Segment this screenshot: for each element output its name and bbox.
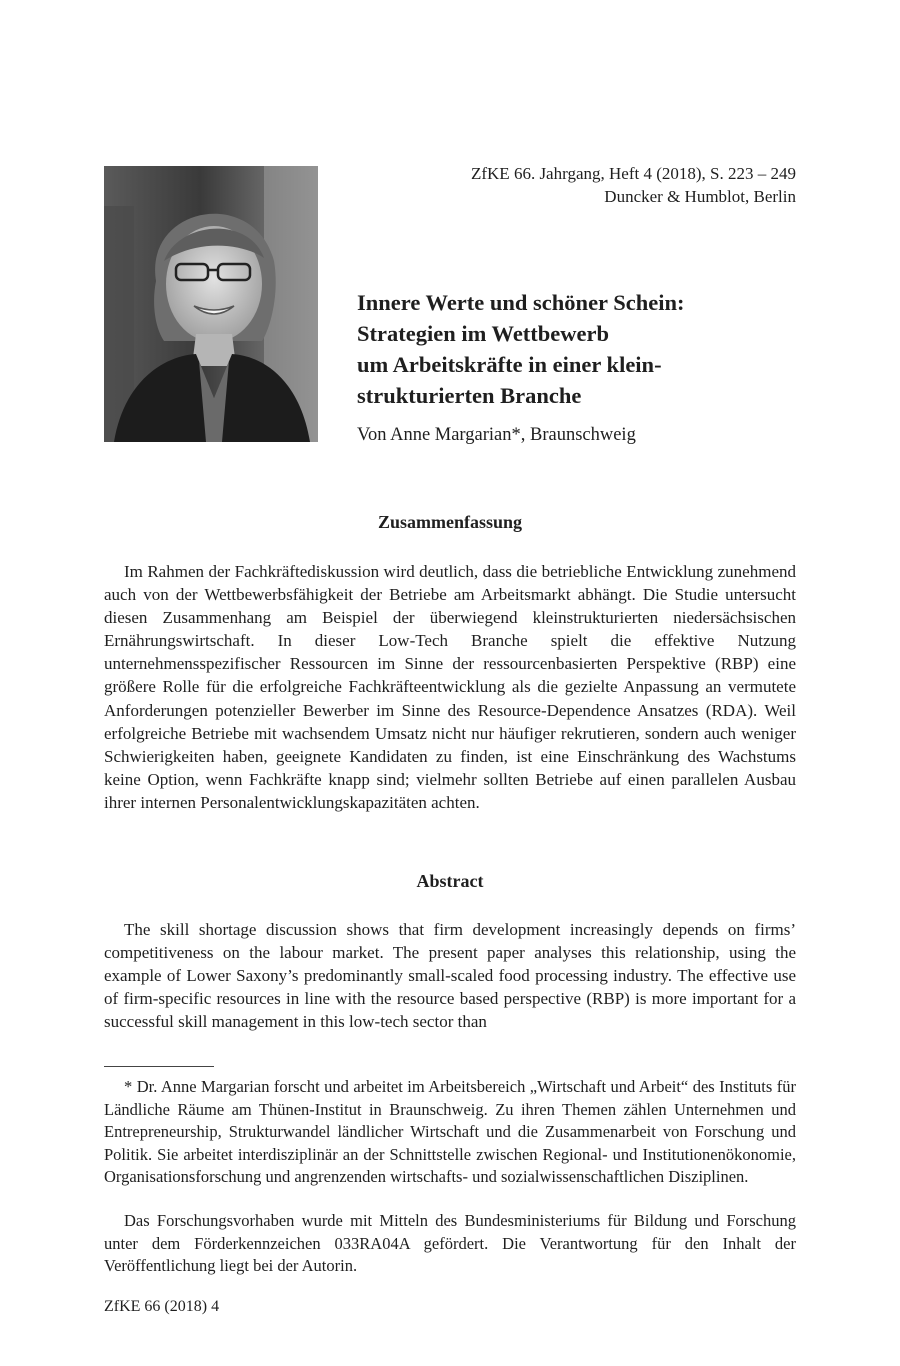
journal-citation: ZfKE 66. Jahrgang, Heft 4 (2018), S. 223 – 249 xyxy=(470,164,796,183)
footnote-funding: Das Forschungsvorhaben wurde mit Mitteln des Bundesministeriums für Bildung und Forschung unter dem Förderkennzeichen 033RA04A gefördert. Die Verantwortung für den Inhalt der Veröffentlichung liegt bei der Autorin. xyxy=(104,1211,796,1276)
abstract-text: The skill shortage discussion shows that firm development increasingly depends on firms’ competitiveness on the labour market. The present paper analyses this relationship, using the example of Lower Saxony’s predominantly small-scaled food processing industry. The effective use of firm-specific resources in line with the resource based perspective (RBP) is more important for a successful skill management in this low-tech sector than xyxy=(104,920,796,1032)
zusammenfassung-heading: Zusammenfassung xyxy=(377,512,523,532)
title-line: strukturierten Branche xyxy=(357,383,582,408)
title-line: um Arbeitskräfte in einer klein- xyxy=(357,352,662,377)
footnote-divider xyxy=(104,1066,214,1067)
journal-publisher: Duncker & Humblot, Berlin xyxy=(604,187,796,206)
author-byline: Von Anne Margarian*, Braunschweig xyxy=(357,425,636,445)
journal-info xyxy=(471,162,796,208)
title-line: Innere Werte und schöner Schein: xyxy=(357,290,685,315)
title-line: Strategien im Wettbewerb xyxy=(357,321,610,346)
article-title xyxy=(357,287,797,411)
abstract-heading: Abstract xyxy=(416,871,484,891)
footnote-author: * Dr. Anne Margarian forscht und arbeitet im Arbeitsbereich „Wirtschaft und Arbeit“ des Instituts für Ländliche Räume am Thünen-Institut in Braunschweig. Zu ihren Themen zählen Unternehmen und Entrepreneurship, Strukturwandel ländlicher Wirtschaft und die Zusammenarbeit von Forschung und Politik. Sie arbeitet interdisziplinär an der Schnittstelle zwischen Regional- und Institutionenökonomie, Organisationsforschung und angrenzenden wirtschafts- und sozialwissenschaftlichen Disziplinen. xyxy=(104,1077,796,1187)
zusammenfassung-text: Im Rahmen der Fachkräftediskussion wird deutlich, dass die betriebliche Entwicklung zunehmend auch von der Wettbewerbsfähigkeit der Betriebe am Arbeitsmarkt abhängt. Die Studie untersucht diesen Zusammenhang am Beispiel der überwiegend kleinstrukturierten niedersächsischen Ernährungswirtschaft. In dieser Low-Tech Branche spielt die effektive Nutzung unternehmensspezifischer Ressourcen im Sinne der ressourcenbasierten Perspektive (RBP) eine größere Rolle für die erfolgreiche Fachkräfteentwicklung als die gezielte Anpassung an vermutete Anforderungen potenzieller Bewerber im Sinne des Resource-Dependence Ansatzes (RDA). Weil erfolgreiche Betriebe mit wachsendem Umsatz nicht nur häufiger rekrutieren, sondern auch weniger Schwierigkeiten haben, geeignete Kandidaten zu finden, ist eine Einschränkung des Wachstums keine Option, wenn Fachkräfte knapp sind; vielmehr sollten Betriebe auf einen parallelen Ausbau ihrer internen Personalentwicklungskapazitäten achten. xyxy=(104,562,796,812)
author-photo xyxy=(104,166,318,442)
page-footer: ZfKE 66 (2018) 4 xyxy=(104,1298,220,1315)
